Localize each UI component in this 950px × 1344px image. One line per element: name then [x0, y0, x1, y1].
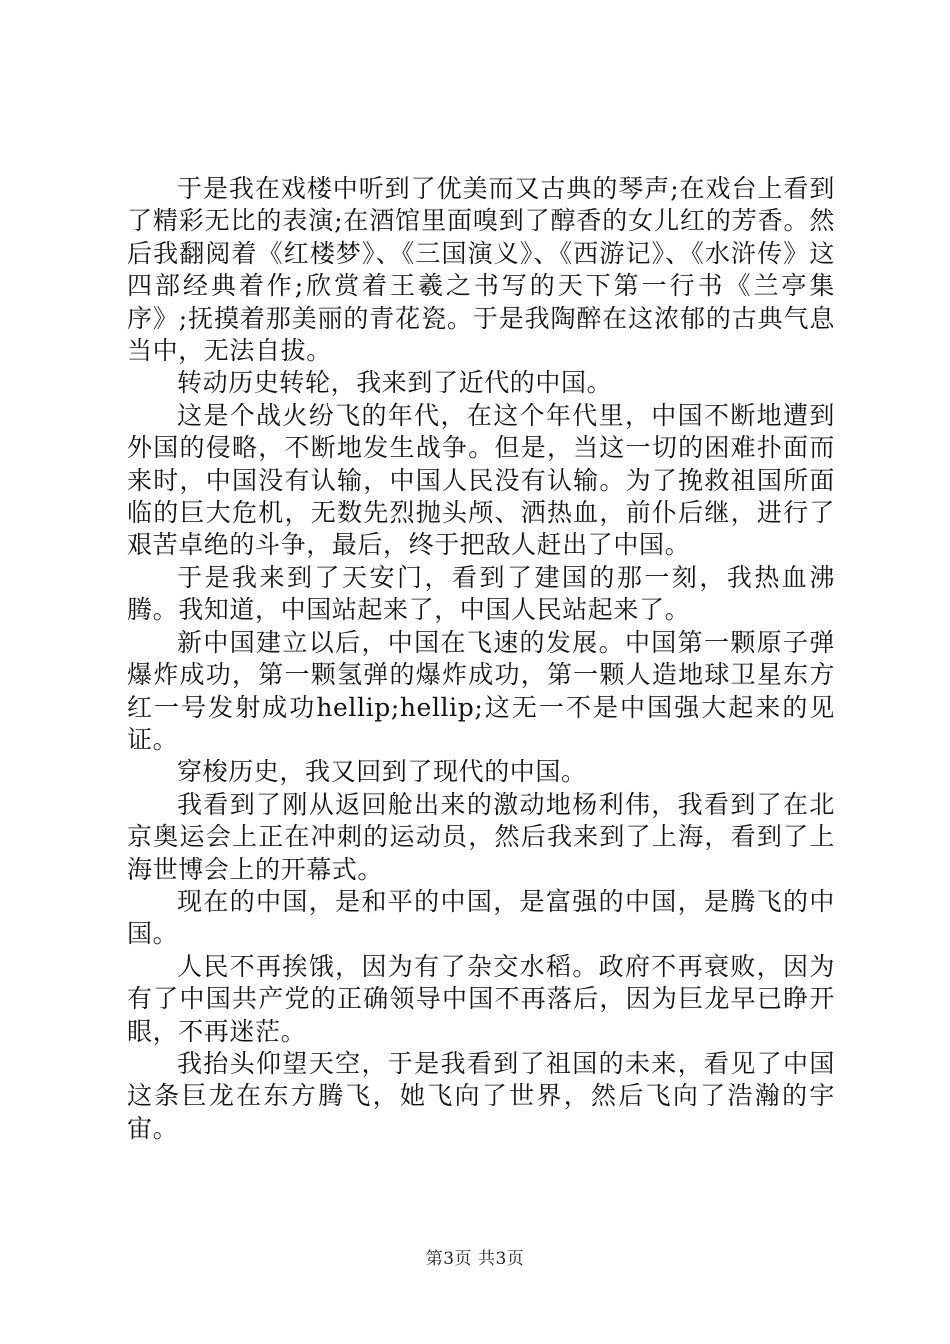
paragraph: 我看到了刚从返回舱出来的激动地杨利伟，我看到了在北京奥运会上正在冲刺的运动员，然后我来到了上海，看到了上海世博会上的开幕式。	[127, 789, 835, 884]
paragraph: 这是个战火纷飞的年代，在这个年代里，中国不断地遭到外国的侵略，不断地发生战争。但是，当这一切的困难扑面而来时，中国没有认输，中国人民没有认输。为了挽救祖国所面临的巨大危机，无数先烈抛头颅、洒热血，前仆后继，进行了艰苦卓绝的斗争，最后，终于把敌人赶出了中国。	[127, 400, 835, 560]
paragraph: 现在的中国，是和平的中国，是富强的中国，是腾飞的中国。	[127, 886, 835, 949]
page-footer: 第3页 共3页	[425, 1249, 525, 1269]
paragraph: 穿梭历史，我又回到了现代的中国。	[177, 757, 587, 787]
paragraph: 人民不再挨饿，因为有了杂交水稻。政府不再衰败，因为有了中国共产党的正确领导中国不再落后，因为巨龙早已睁开眼，不再迷茫。	[127, 951, 835, 1046]
paragraph: 于是我来到了天安门，看到了建国的那一刻，我热血沸腾。我知道，中国站起来了，中国人民站起来了。	[127, 562, 835, 625]
paragraph: 我抬头仰望天空，于是我看到了祖国的未来，看见了中国这条巨龙在东方腾飞，她飞向了世界，然后飞向了浩瀚的宇宙。	[127, 1048, 835, 1143]
paragraph: 于是我在戏楼中听到了优美而又古典的琴声;在戏台上看到了精彩无比的表演;在酒馆里面嗅到了醇香的女儿红的芳香。然后我翻阅着《红楼梦》、《三国演义》、《西游记》、《水浒传》这四部经典着作;欣赏着王羲之书写的天下第一行书《兰亭集序》;抚摸着那美丽的青花瓷。于是我陶醉在这浓郁的古典气息当中，无法自拔。	[127, 174, 835, 366]
paragraph: 新中国建立以后，中国在飞速的发展。中国第一颗原子弹爆炸成功，第一颗氢弹的爆炸成功，第一颗人造地球卫星东方红一号发射成功hellip;hellip;这无一不是中国强大起来的见证。	[127, 627, 835, 754]
document-body	[127, 173, 835, 1145]
paragraph: 转动历史转轮，我来到了近代的中国。	[177, 368, 613, 398]
